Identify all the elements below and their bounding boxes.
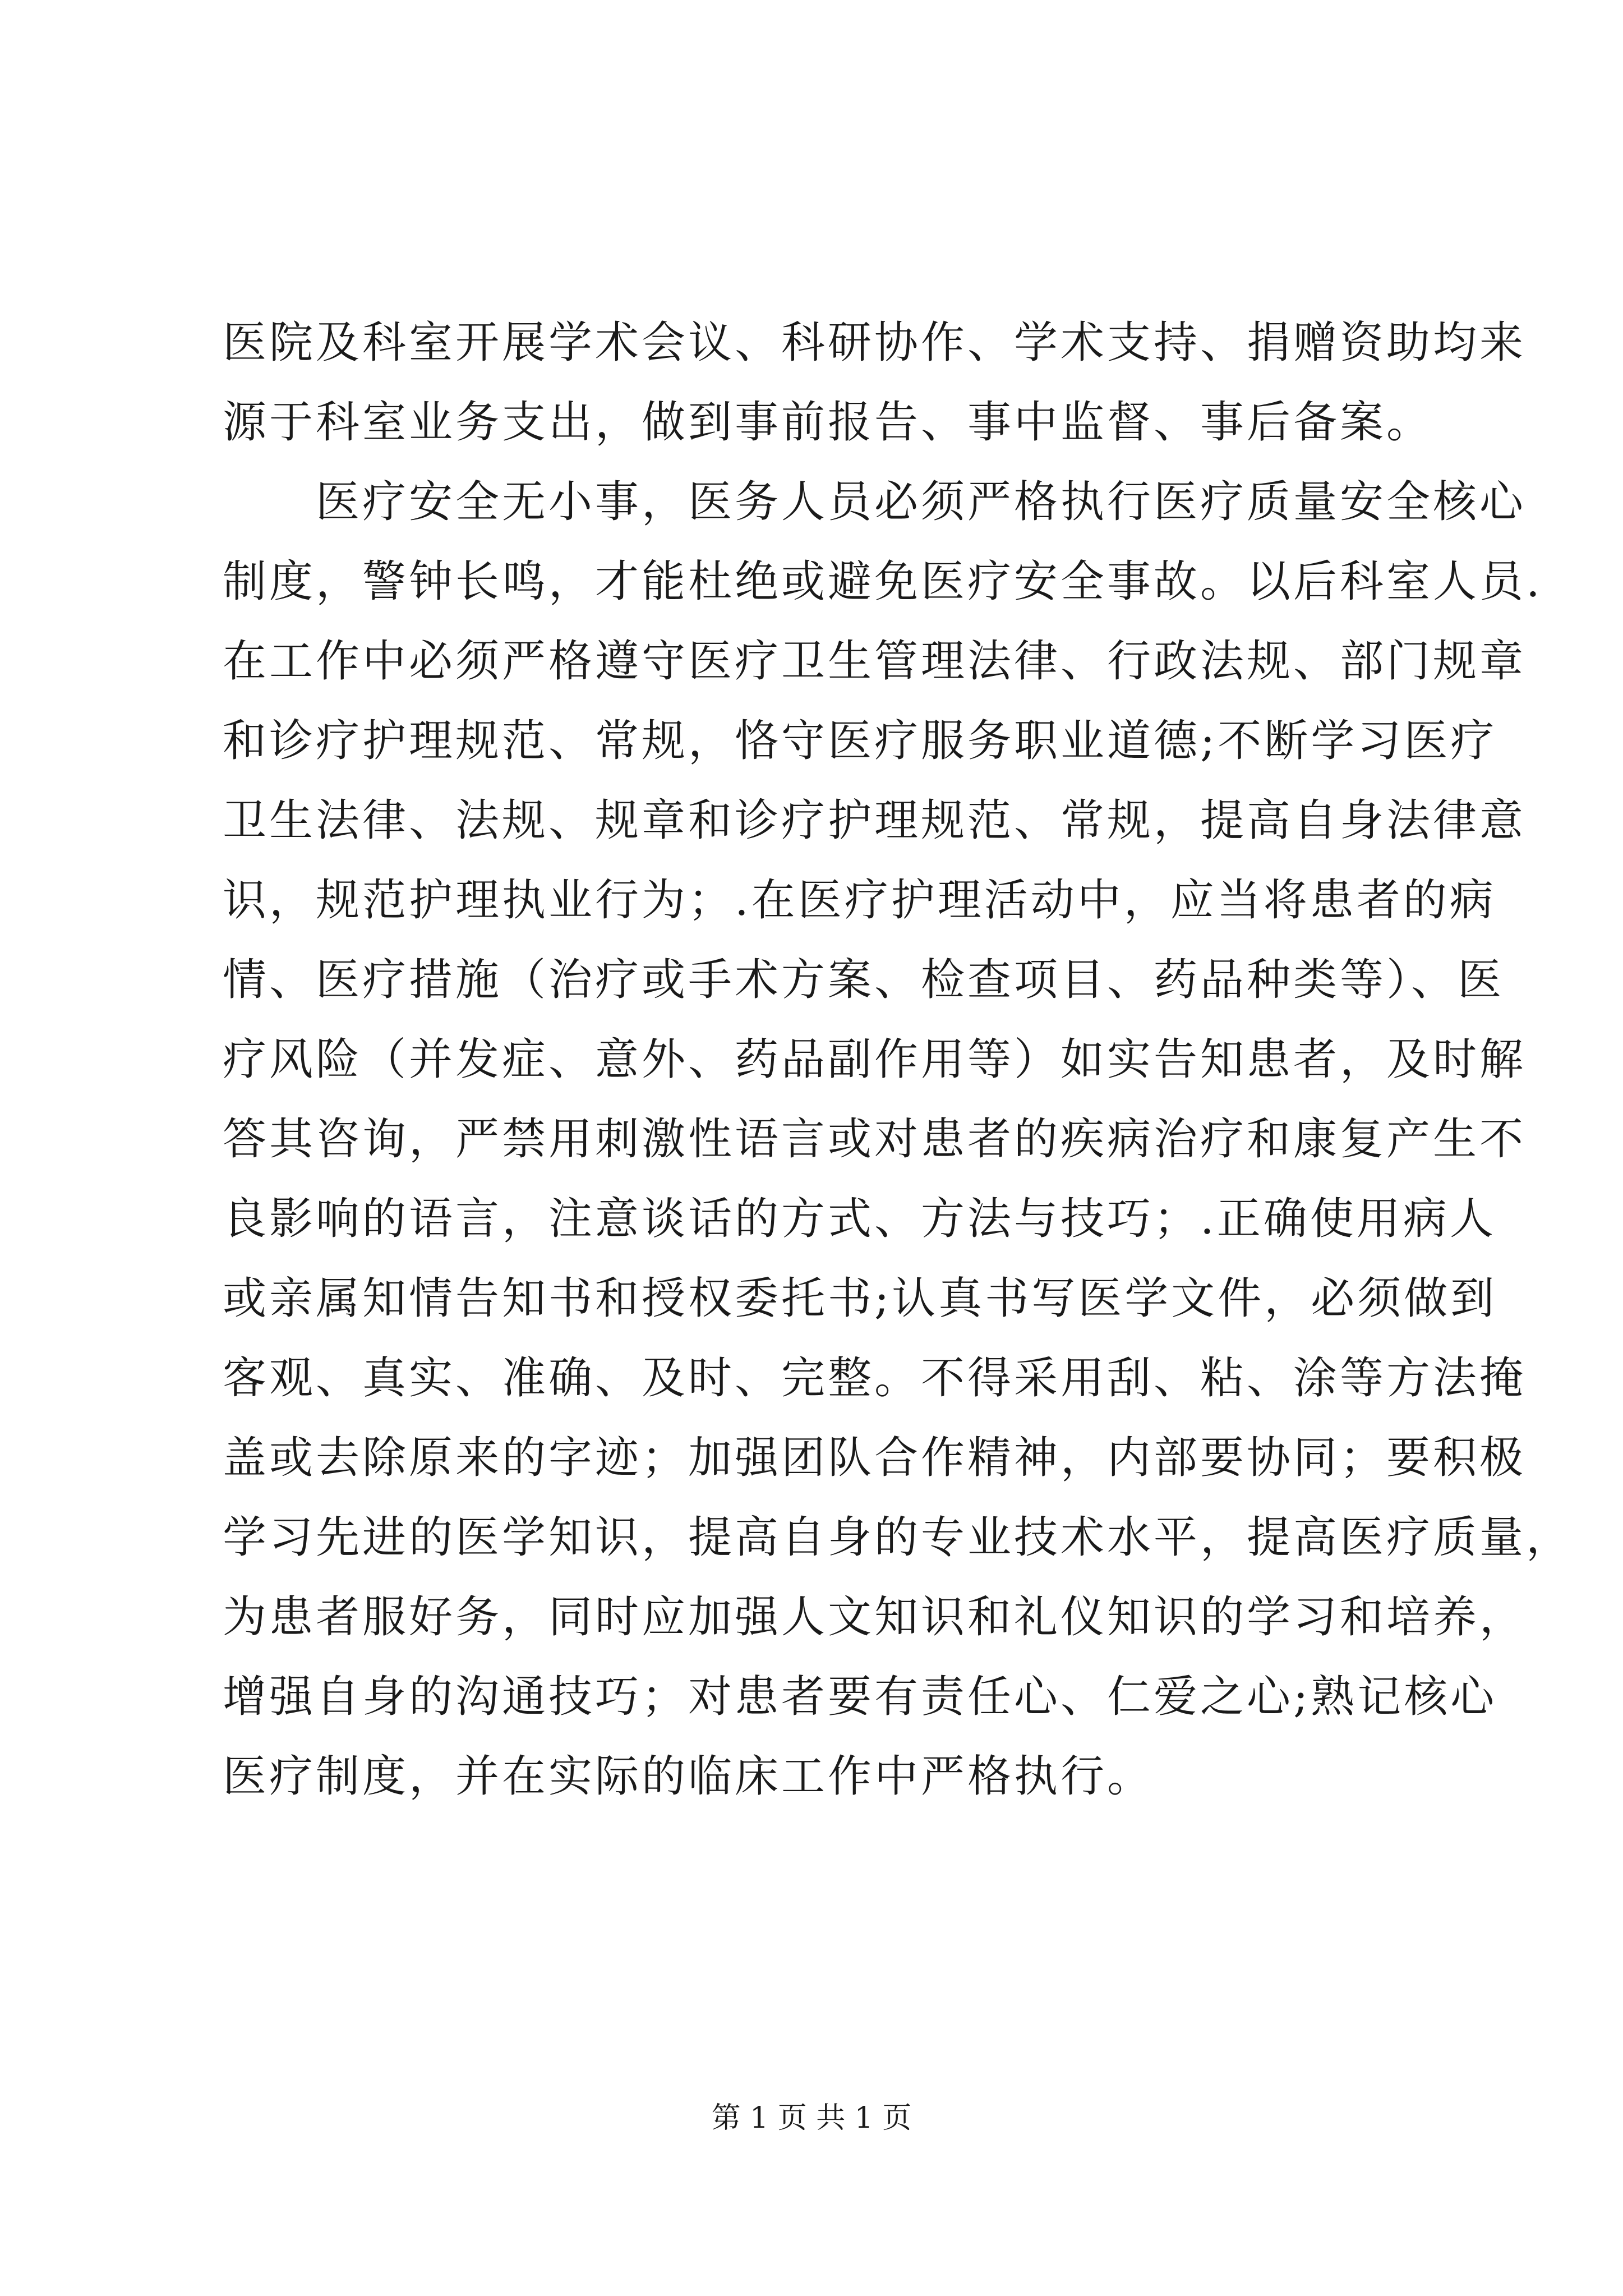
text-line: 在工作中必须严格遵守医疗卫生管理法律、行政法规、部门规章 — [223, 636, 1527, 687]
text-line: 或亲属知情告知书和授权委托书;认真书写医学文件，必须做到 — [223, 1273, 1497, 1324]
text-line: 识，规范护理执业行为；.在医疗护理活动中，应当将患者的病 — [223, 875, 1496, 926]
text-line: 卫生法律、法规、规章和诊疗护理规范、常规，提高自身法律意 — [223, 795, 1527, 846]
text-line: 答其咨询，严禁用刺激性语言或对患者的疾病治疗和康复产生不 — [223, 1114, 1527, 1165]
body-text — [223, 303, 1573, 1816]
text-line: 良影响的语言，注意谈话的方式、方法与技巧；.正确使用病人 — [223, 1194, 1496, 1244]
text-line: 学习先进的医学知识，提高自身的专业技术水平，提高医疗质量， — [223, 1512, 1573, 1563]
text-line: 疗风险（并发症、意外、药品副作用等）如实告知患者，及时解 — [223, 1034, 1527, 1085]
text-line: 医疗安全无小事，医务人员必须严格执行医疗质量安全核心 — [223, 477, 1527, 527]
text-line: 客观、真实、准确、及时、完整。不得采用刮、粘、涂等方法掩 — [223, 1353, 1527, 1404]
text-line: 医疗制度，并在实际的临床工作中严格执行。 — [223, 1751, 1154, 1802]
text-line: 制度，警钟长鸣，才能杜绝或避免医疗安全事故。以后科室人员. — [223, 556, 1543, 607]
text-line: 盖或去除原来的字迹；加强团队合作精神，内部要协同；要积极 — [223, 1433, 1527, 1483]
text-line: 为患者服好务，同时应加强人文知识和礼仪知识的学习和培养， — [223, 1592, 1527, 1642]
text-line: 增强自身的沟通技巧；对患者要有责任心、仁爱之心;熟记核心 — [223, 1672, 1497, 1722]
page-number-label: 第 1 页 共 1 页 — [711, 2101, 912, 2135]
text-line: 医院及科室开展学术会议、科研协作、学术支持、捐赠资助均来 — [223, 318, 1527, 368]
text-line: 情、医疗措施（治疗或手术方案、检查项目、药品种类等）、医 — [223, 955, 1505, 1005]
page-footer — [0, 2100, 1623, 2136]
text-line: 和诊疗护理规范、常规，恪守医疗服务职业道德;不断学习医疗 — [223, 716, 1497, 766]
text-line: 源于科室业务支出，做到事前报告、事中监督、事后备案。 — [223, 397, 1433, 448]
